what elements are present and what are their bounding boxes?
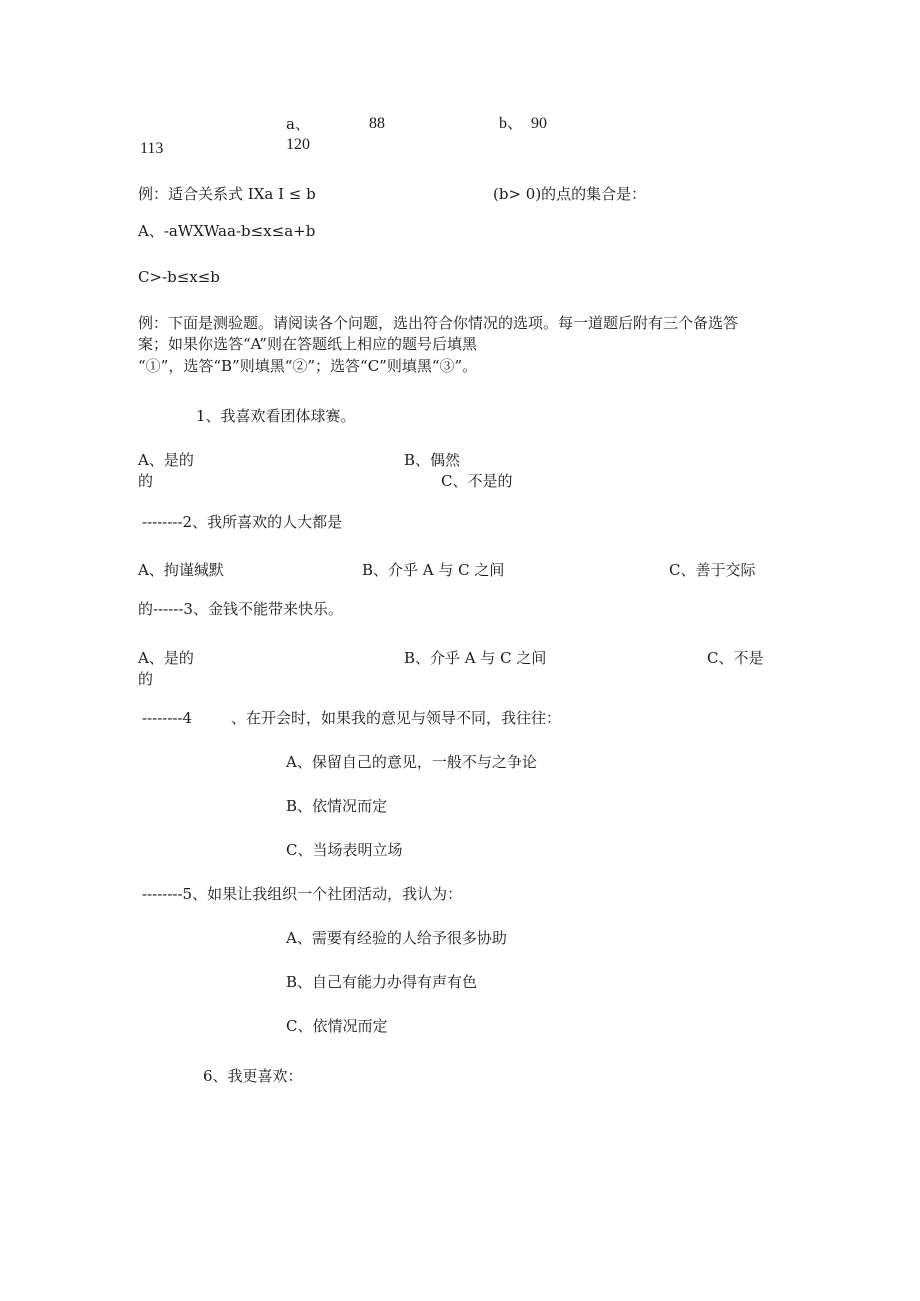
q1-option-b: B、偶然 [404,451,461,469]
question-2: --------2、我所喜欢的人大都是 [142,513,343,531]
option-c-value: 113 [140,140,164,157]
option-d-value: 120 [286,136,310,153]
question-4-prefix: --------4 [142,709,193,727]
q3-option-b: B、介乎 A 与 C 之间 [404,649,547,667]
question-3: 的------3、金钱不能带来快乐。 [138,600,343,618]
example1-question: 例：适合关系式 IXa I ≤ b [138,185,316,203]
q2-option-b: B、介乎 A 与 C 之间 [362,561,505,579]
example1-option-a: A、-aWXWaa-b≤x≤a+b [138,222,316,240]
q2-option-a: A、拘谨缄默 [138,561,224,579]
option-a-label: a、 [286,115,310,133]
example2-intro-line2: 案；如果你选答“A”则在答题纸上相应的题号后填黑 [138,335,477,353]
q4-option-b: B、依情况而定 [286,797,388,815]
option-b-value: 90 [531,115,547,132]
q3-option-c-tail: 的 [138,670,154,688]
q3-option-c: C、不是 [707,649,764,667]
q5-option-c: C、依情况而定 [286,1017,388,1035]
question-5: --------5、如果让我组织一个社团活动，我认为： [142,885,463,903]
q1-option-a: A、是的 [138,451,194,469]
question-1: 1、我喜欢看团体球赛。 [196,407,356,425]
q4-option-a: A、保留自己的意见，一般不与之争论 [286,753,537,771]
example1-option-c: C>-b≤x≤b [138,268,220,286]
q4-option-c: C、当场表明立场 [286,841,403,859]
q2-option-c: C、善于交际 [669,561,756,579]
q1-option-a-tail: 的 [138,472,154,490]
example1-question-suffix: (b> 0)的点的集合是： [493,185,647,203]
q5-option-b: B、自己有能力办得有声有色 [286,973,478,991]
option-b-label: b、 [499,115,524,132]
example2-intro-line3: “①”，选答“B”则填黑“②”；选答“C”则填黑“③”。 [138,357,478,375]
q5-option-a: A、需要有经验的人给予很多协助 [286,929,507,947]
question-6: 6、我更喜欢： [203,1067,303,1085]
option-a-value: 88 [369,115,385,132]
question-4: 、在开会时，如果我的意见与领导不同，我往往： [231,709,562,727]
q3-option-a: A、是的 [138,649,194,667]
q1-option-c: C、不是的 [441,472,513,490]
example2-intro-line1: 例：下面是测验题。请阅读各个问题，选出符合你情况的选项。每一道题后附有三个备选答 [138,314,739,332]
